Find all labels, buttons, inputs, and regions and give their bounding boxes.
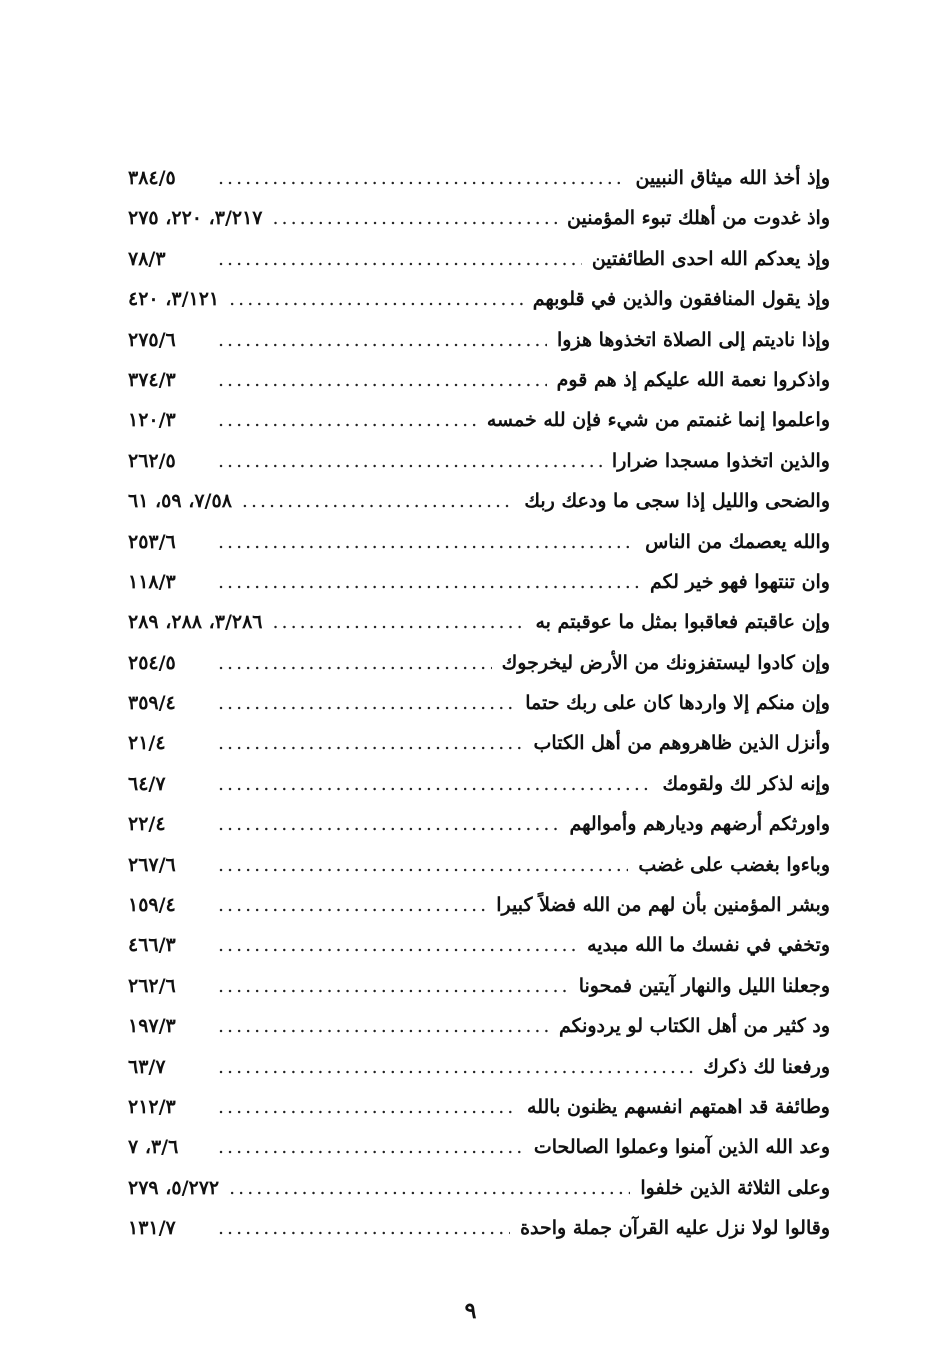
volume-page-ref: ١١٨/٣ bbox=[128, 570, 176, 593]
index-entry bbox=[128, 450, 830, 490]
leader-dots bbox=[273, 611, 526, 633]
leader-dots bbox=[218, 248, 582, 270]
leader-dots bbox=[218, 1056, 693, 1078]
volume-page-ref: ٤٦٦/٣ bbox=[128, 934, 176, 957]
index-entry bbox=[128, 975, 830, 1015]
verse-text: وإذ يقول المنافقون والذين في قلوبهم bbox=[532, 288, 830, 311]
index-entry bbox=[128, 167, 830, 207]
volume-page-ref: ٢٢/٤ bbox=[128, 813, 166, 836]
page-number: ٩ bbox=[464, 1298, 477, 1324]
verse-text: وبشر المؤمنين بأن لهم من الله فضلاً كبيرا bbox=[496, 894, 830, 917]
verse-text: وجعلنا الليل والنهار آيتين فمحونا bbox=[578, 974, 830, 997]
index-entry bbox=[128, 1177, 830, 1217]
index-entry bbox=[128, 1096, 830, 1136]
verse-text: والله يعصمك من الناس bbox=[645, 530, 830, 553]
index-entry bbox=[128, 894, 830, 934]
verse-index-list bbox=[128, 167, 830, 1258]
volume-page-ref: ٦٣/٧ bbox=[128, 1055, 166, 1078]
index-entry bbox=[128, 409, 830, 449]
leader-dots bbox=[218, 1136, 524, 1158]
leader-dots bbox=[229, 288, 523, 310]
verse-text: وإن عاقبتم فعاقبوا بمثل ما عوقبتم به bbox=[535, 611, 830, 634]
index-entry bbox=[128, 248, 830, 288]
verse-text: ود كثير من أهل الكتاب لو يردونكم bbox=[558, 1015, 830, 1038]
leader-dots bbox=[218, 854, 628, 876]
volume-page-ref: ٣٧٤/٣ bbox=[128, 368, 176, 391]
verse-text: واعلموا إنما غنمتم من شيء فإن لله خمسه bbox=[486, 409, 830, 432]
index-entry bbox=[128, 1056, 830, 1096]
verse-text: وتخفي في نفسك ما الله مبديه bbox=[587, 934, 830, 957]
volume-page-ref: ١٢٠/٣ bbox=[128, 409, 176, 432]
index-entry bbox=[128, 611, 830, 651]
volume-page-ref: ٣/١٢١، ٤٢٠ bbox=[128, 288, 220, 311]
verse-text: وطائفة قد اهمتهم انفسهم يظنون بالله bbox=[527, 1095, 830, 1118]
verse-text: وعد الله الذين آمنوا وعملوا الصالحات bbox=[533, 1136, 830, 1159]
leader-dots bbox=[218, 732, 524, 754]
index-entry bbox=[128, 531, 830, 571]
leader-dots bbox=[218, 934, 577, 956]
verse-text: واذكروا نعمة الله عليكم إذ هم قوم bbox=[556, 368, 830, 391]
index-entry bbox=[128, 732, 830, 772]
leader-dots bbox=[218, 652, 492, 674]
index-entry bbox=[128, 288, 830, 328]
leader-dots bbox=[218, 692, 515, 714]
volume-page-ref: ٥/٢٧٢، ٢٧٩ bbox=[128, 1176, 220, 1199]
verse-text: وعلى الثلاثة الذين خلفوا bbox=[640, 1176, 830, 1199]
verse-text: وباءوا بغضب على غضب bbox=[638, 853, 830, 876]
volume-page-ref: ٧/٥٨، ٥٩، ٦١ bbox=[128, 490, 232, 513]
verse-text: وإذا ناديتم إلى الصلاة اتخذوها هزوا bbox=[557, 328, 830, 351]
volume-page-ref: ١٣١/٧ bbox=[128, 1217, 176, 1240]
volume-page-ref: ٢١٢/٣ bbox=[128, 1095, 176, 1118]
index-entry bbox=[128, 1015, 830, 1055]
verse-text: وإنه لذكر لك ولقومك bbox=[662, 772, 830, 795]
verse-text: ورفعنا لك ذكرك bbox=[703, 1055, 830, 1078]
volume-page-ref: ٢٦٢/٦ bbox=[128, 974, 176, 997]
volume-page-ref: ٢٥٤/٥ bbox=[128, 651, 176, 674]
index-entry bbox=[128, 490, 830, 530]
leader-dots bbox=[229, 1177, 630, 1199]
volume-page-ref: ١٥٩/٤ bbox=[128, 894, 176, 917]
verse-text: وإذ يعدكم الله احدى الطائفتين bbox=[591, 247, 830, 270]
volume-page-ref: ٢٦٧/٦ bbox=[128, 853, 176, 876]
leader-dots bbox=[218, 813, 559, 835]
verse-text: وقالوا لولا نزل عليه القرآن جملة واحدة bbox=[520, 1217, 830, 1240]
volume-page-ref: ٣/٦، ٧ bbox=[128, 1136, 179, 1159]
volume-page-ref: ٧٨/٣ bbox=[128, 247, 166, 270]
leader-dots bbox=[218, 369, 547, 391]
index-entry bbox=[128, 934, 830, 974]
index-entry bbox=[128, 369, 830, 409]
leader-dots bbox=[218, 975, 569, 997]
leader-dots bbox=[273, 207, 558, 229]
leader-dots bbox=[218, 571, 640, 593]
volume-page-ref: ٢٦٢/٥ bbox=[128, 449, 176, 472]
volume-page-ref: ٣٨٤/٥ bbox=[128, 167, 176, 189]
verse-text: واذ غدوت من أهلك تبوء المؤمنين bbox=[567, 207, 830, 230]
volume-page-ref: ٢١/٤ bbox=[128, 732, 166, 755]
volume-page-ref: ٢٧٥/٦ bbox=[128, 328, 176, 351]
verse-text: واورثكم أرضهم وديارهم وأموالهم bbox=[569, 813, 830, 836]
index-entry bbox=[128, 1136, 830, 1176]
volume-page-ref: ٦٤/٧ bbox=[128, 772, 166, 795]
leader-dots bbox=[218, 1217, 510, 1239]
volume-page-ref: ٣٥٩/٤ bbox=[128, 692, 176, 715]
leader-dots bbox=[218, 1015, 549, 1037]
index-entry bbox=[128, 854, 830, 894]
leader-dots bbox=[218, 450, 602, 472]
index-entry bbox=[128, 329, 830, 369]
index-entry bbox=[128, 813, 830, 853]
verse-text: وإن منكم إلا واردها كان على ربك حتما bbox=[525, 692, 830, 715]
leader-dots bbox=[218, 329, 547, 351]
leader-dots bbox=[218, 894, 486, 916]
leader-dots bbox=[218, 409, 477, 431]
verse-text: وان تنتهوا فهو خير لكم bbox=[649, 570, 830, 593]
index-entry bbox=[128, 773, 830, 813]
index-entry bbox=[128, 1217, 830, 1257]
verse-text: وأنزل الذين ظاهروهم من أهل الكتاب bbox=[533, 732, 830, 755]
index-entry bbox=[128, 571, 830, 611]
verse-text: والضحى والليل إذا سجى ما ودعك ربك bbox=[524, 490, 830, 513]
index-entry bbox=[128, 692, 830, 732]
leader-dots bbox=[218, 167, 625, 189]
volume-page-ref: ١٩٧/٣ bbox=[128, 1015, 176, 1038]
index-entry bbox=[128, 652, 830, 692]
verse-text: والذين اتخذوا مسجدا ضرارا bbox=[611, 449, 830, 472]
leader-dots bbox=[218, 531, 635, 553]
leader-dots bbox=[218, 773, 653, 795]
leader-dots bbox=[218, 1096, 517, 1118]
volume-page-ref: ٢٥٣/٦ bbox=[128, 530, 176, 553]
verse-text: وإن كادوا ليستفزونك من الأرض ليخرجوك bbox=[501, 651, 830, 674]
volume-page-ref: ٣/٢٨٦، ٢٨٨، ٢٨٩ bbox=[128, 611, 263, 634]
index-entry bbox=[128, 207, 830, 247]
verse-text: وإذ أخذ الله ميثاق النبيين bbox=[635, 167, 830, 189]
volume-page-ref: ٣/٢١٧، ٢٢٠، ٢٧٥ bbox=[128, 207, 263, 230]
leader-dots bbox=[242, 490, 514, 512]
